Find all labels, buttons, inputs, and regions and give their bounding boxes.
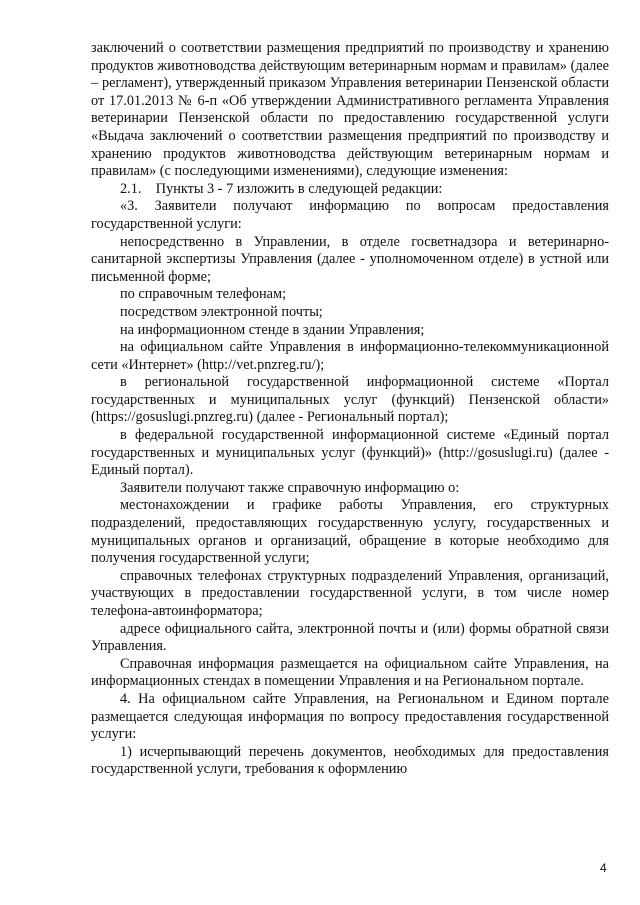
paragraph-reference-placement: Справочная информация размещается на официальном сайте Управления, на информационных стендах в помещении Управления и на Региональном портале. — [91, 655, 609, 690]
page-number: 4 — [600, 861, 607, 875]
paragraph-intro: заключений о соответствии размещения предприятий по производству и хранению продуктов животноводства действующим ветеринарным нормам и правилам» (далее – регламент), утвержденный приказом Управления ветеринарии Пензенской области от 17.01.2013 № 6-п «Об утверждении Административного регламента Управления ветеринарии Пензенской области по предоставлению государственной услуги «Выдача заключений о соответствии размещения предприятий по производству и хранению продуктов животноводства действующим ветеринарным нормам и правилам» (с последующими изменениями), следующие изменения: — [91, 40, 609, 180]
paragraph-point-4: 4. На официальном сайте Управления, на Региональном и Едином портале размещается следующая информация по вопросу предоставления государственной услуги: — [91, 690, 609, 743]
paragraph-official-site: на официальном сайте Управления в информационно-телекоммуникационной сети «Интернет» (http://vet.pnzreg.ru/); — [91, 339, 609, 373]
paragraph-point-3: «3. Заявители получают информацию по вопросам предоставления государственной услуги: — [91, 198, 609, 232]
paragraph-regional-portal: в региональной государственной информационной системе «Портал государственных и муниципальных услуг (функций) Пензенской области» (https://gosuslugi.pnzreg.ru) (далее - Региональный портал); — [91, 374, 609, 426]
paragraph-phones: по справочным телефонам; — [120, 286, 287, 303]
document-body — [91, 40, 609, 779]
paragraph-unified-portal: в федеральной государственной информационной системе «Единый портал государственных и муниципальных услуг (функций)» (http://gosuslugi.ru) (далее - Единый портал). — [91, 427, 609, 479]
paragraph-directly: непосредственно в Управлении, в отделе госветнадзора и ветеринарно-санитарной экспертизы Управления (далее - уполномоченном отделе) в устной или письменной форме; — [91, 233, 609, 285]
paragraph-2-1: 2.1. Пункты 3 - 7 изложить в следующей редакции: — [120, 180, 443, 197]
paragraph-location: местонахождении и графике работы Управления, его структурных подразделений, предоставляющих государственную услугу, государственных и муниципальных органов и организаций, обращение в которые необходимо для получения государственной услуги; — [91, 497, 609, 567]
paragraph-email: посредством электронной почты; — [120, 303, 323, 320]
paragraph-reference-phones: справочных телефонах структурных подразделений Управления, организаций, участвующих в предоставлении государственной услуги, в том числе номер телефона-автоинформатора; — [91, 567, 609, 619]
paragraph-list-item-1: 1) исчерпывающий перечень документов, необходимых для предоставления государственной услуги, требования к оформлению — [91, 743, 609, 778]
paragraph-stand: на информационном стенде в здании Управления; — [120, 321, 425, 338]
paragraph-reference-info: Заявители получают также справочную информацию о: — [120, 479, 460, 496]
paragraph-site-address: адресе официального сайта, электронной почты и (или) формы обратной связи Управления. — [91, 620, 609, 655]
